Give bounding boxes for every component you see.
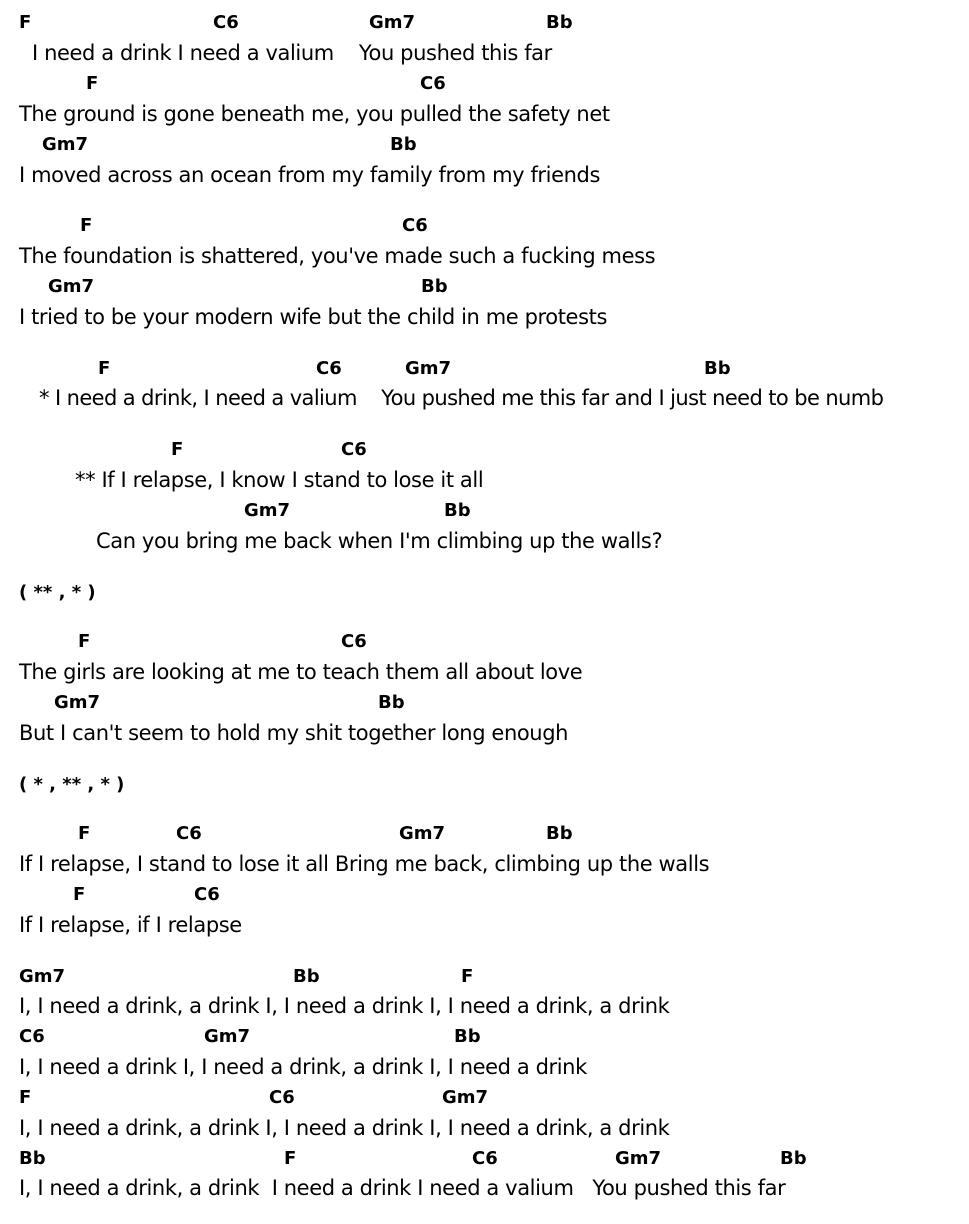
- lyric-line: ** If I relapse, I know I stand to lose it all: [75, 468, 484, 492]
- chord-gm7: Gm7: [369, 12, 416, 33]
- lyric-line: But I can't seem to hold my shit together long enough: [19, 721, 569, 745]
- chord-c6: C6: [269, 1087, 295, 1108]
- chord-f: F: [284, 1148, 297, 1169]
- chord-gm7: Gm7: [54, 692, 101, 713]
- lyric-line: If I relapse, I stand to lose it all Bring me back, climbing up the walls: [19, 852, 710, 876]
- chord-f: F: [73, 884, 86, 905]
- chord-bb: Bb: [19, 1148, 46, 1169]
- chord-f: F: [86, 73, 99, 94]
- chord-gm7: Gm7: [442, 1087, 489, 1108]
- chord-f: F: [78, 823, 91, 844]
- chord-c6: C6: [19, 1026, 45, 1047]
- chord-gm7: Gm7: [399, 823, 446, 844]
- chord-f: F: [171, 439, 184, 460]
- chord-gm7: Gm7: [244, 500, 291, 521]
- chord-f: F: [19, 1087, 32, 1108]
- lyric-line: I, I need a drink, a drink I, I need a drink I, I need a drink, a drink: [19, 994, 670, 1018]
- lyric-line: * I need a drink, I need a valium You pushed me this far and I just need to be numb: [39, 386, 884, 410]
- chord-bb: Bb: [378, 692, 405, 713]
- chord-bb: Bb: [390, 134, 417, 155]
- chord-bb: Bb: [293, 966, 320, 987]
- chord-c6: C6: [176, 823, 202, 844]
- lyric-line: The girls are looking at me to teach them all about love: [19, 660, 583, 684]
- chord-c6: C6: [316, 358, 342, 379]
- chord-f: F: [80, 215, 93, 236]
- chord-c6: C6: [402, 215, 428, 236]
- chord-bb: Bb: [546, 823, 573, 844]
- chord-gm7: Gm7: [204, 1026, 251, 1047]
- chord-bb: Bb: [704, 358, 731, 379]
- chord-f: F: [78, 631, 91, 652]
- lyric-line: I, I need a drink, a drink I, I need a drink I, I need a drink, a drink: [19, 1116, 670, 1140]
- lyric-line: The ground is gone beneath me, you pulled the safety net: [19, 102, 610, 126]
- chord-bb: Bb: [444, 500, 471, 521]
- lyric-line: I, I need a drink I, I need a drink, a drink I, I need a drink: [19, 1055, 587, 1079]
- repeat-marker: ( * , ** , * ): [19, 774, 125, 795]
- lyric-line: I tried to be your modern wife but the child in me protests: [19, 305, 607, 329]
- chord-c6: C6: [341, 631, 367, 652]
- chord-bb: Bb: [421, 276, 448, 297]
- lyric-line: I need a drink I need a valium You pushed this far: [32, 41, 552, 65]
- lyric-line: I, I need a drink, a drink I need a drink I need a valium You pushed this far: [19, 1176, 786, 1200]
- chord-f: F: [461, 966, 474, 987]
- chord-gm7: Gm7: [615, 1148, 662, 1169]
- chord-bb: Bb: [780, 1148, 807, 1169]
- lyric-line: The foundation is shattered, you've made such a fucking mess: [19, 244, 656, 268]
- lyric-line: Can you bring me back when I'm climbing up the walls?: [96, 529, 663, 553]
- chord-gm7: Gm7: [48, 276, 95, 297]
- chord-f: F: [19, 12, 32, 33]
- chord-c6: C6: [194, 884, 220, 905]
- chord-bb: Bb: [546, 12, 573, 33]
- chord-gm7: Gm7: [42, 134, 89, 155]
- lyric-line: If I relapse, if I relapse: [19, 913, 242, 937]
- chord-c6: C6: [420, 73, 446, 94]
- chord-c6: C6: [213, 12, 239, 33]
- chord-gm7: Gm7: [19, 966, 66, 987]
- chord-c6: C6: [341, 439, 367, 460]
- repeat-marker: ( ** , * ): [19, 582, 96, 603]
- lyric-line: I moved across an ocean from my family from my friends: [19, 163, 601, 187]
- chord-gm7: Gm7: [405, 358, 452, 379]
- chord-f: F: [98, 358, 111, 379]
- chord-bb: Bb: [454, 1026, 481, 1047]
- chord-c6: C6: [472, 1148, 498, 1169]
